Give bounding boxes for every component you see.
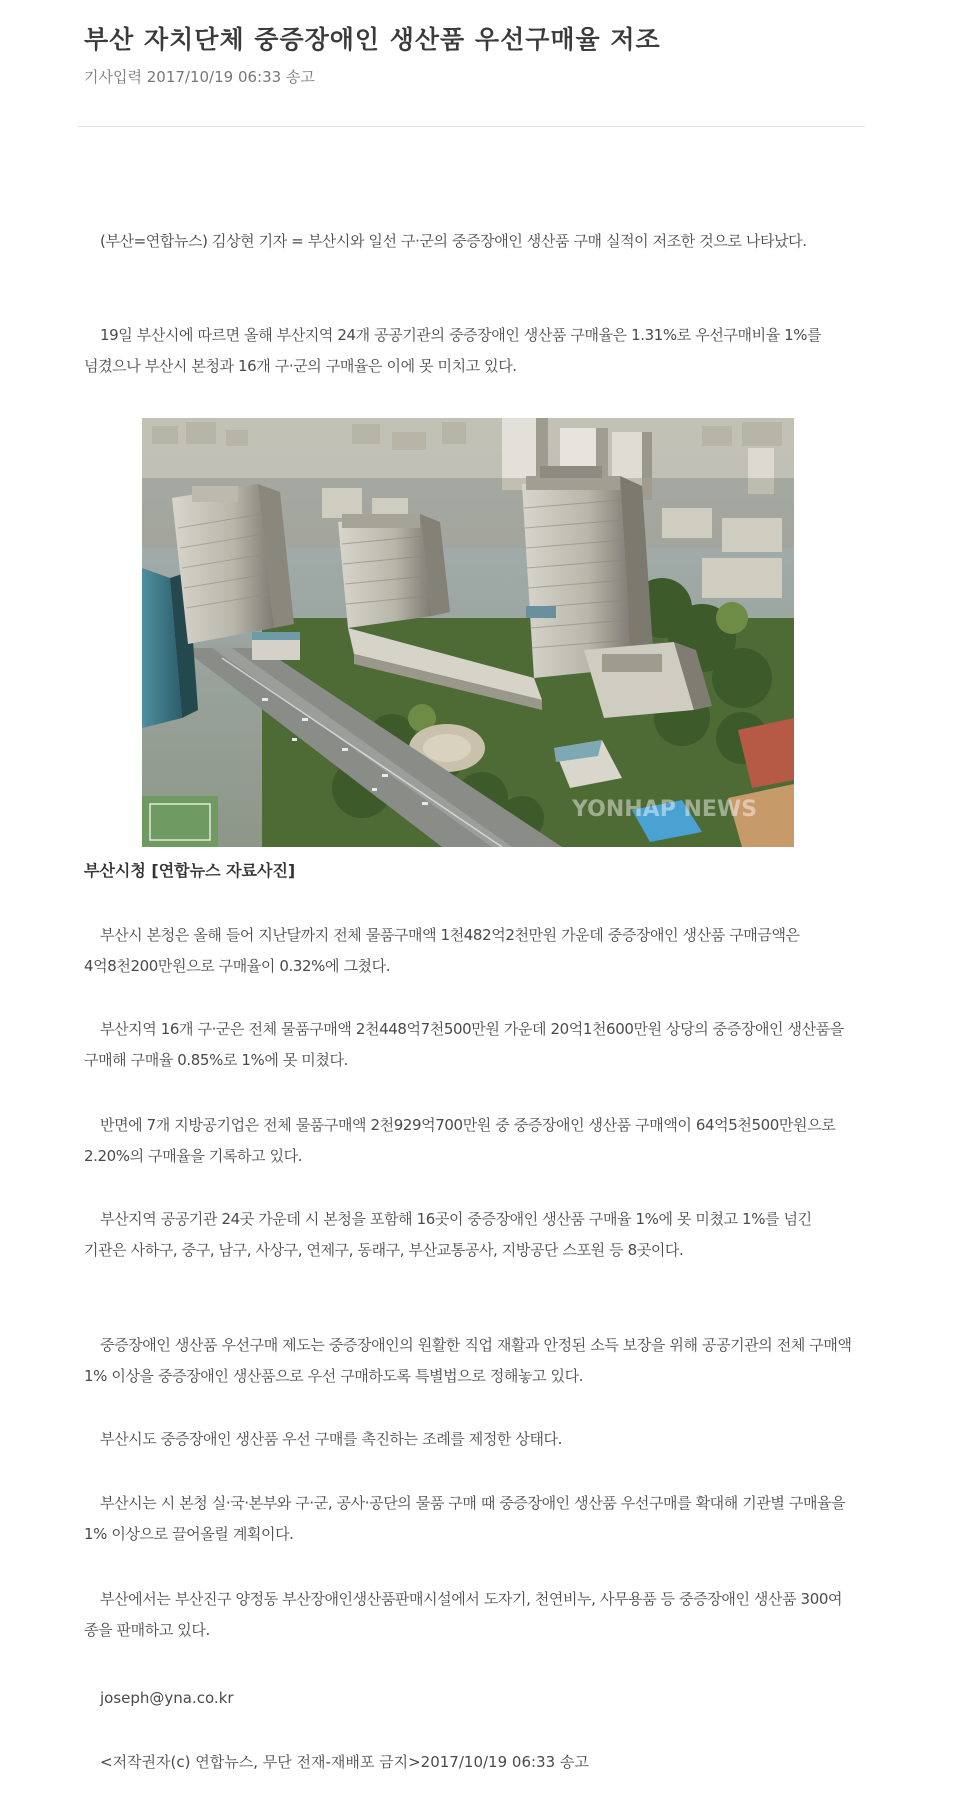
paragraph: 중증장애인 생산품 우선구매 제도는 중증장애인의 원활한 직업 재활과 안정된 소득 보장을 위해 공공기관의 전체 구매액 1% 이상을 중증장애인 생산품으로 우선 구매하도록 특별법으로 정해놓고 있다. <box>84 1336 852 1385</box>
copyright-notice: <저작권자(c) 연합뉴스, 무단 전재-재배포 금지>2017/10/19 06:33 송고 <box>100 1753 589 1771</box>
paragraph: 부산지역 16개 구·군은 전체 물품구매액 2천448억7천500만원 가운데 20억1천600만원 상당의 중증장애인 생산품을 구매해 구매율 0.85%로 1%에 못 미쳤다. <box>84 1020 844 1069</box>
paragraph: (부산=연합뉴스) 김상현 기자 = 부산시와 일선 구·군의 중증장애인 생산품 구매 실적이 저조한 것으로 나타났다. <box>100 232 807 250</box>
reporter-email[interactable]: joseph@yna.co.kr <box>100 1689 234 1707</box>
paragraph: 반면에 7개 지방공기업은 전체 물품구매액 2천929억700만원 중 중증장애인 생산품 구매액이 64억5천500만원으로 2.20%의 구매율을 기록하고 있다. <box>84 1116 836 1165</box>
paragraph: 부산에서는 부산진구 양정동 부산장애인생산품판매시설에서 도자기, 천연비누, 사무용품 등 중증장애인 생산품 300여 종을 판매하고 있다. <box>84 1590 843 1639</box>
photo-watermark: YONHAP NEWS <box>572 797 758 822</box>
paragraph: 부산시도 중증장애인 생산품 우선 구매를 촉진하는 조례를 제정한 상태다. <box>100 1430 563 1448</box>
photo-caption: 부산시청 [연합뉴스 자료사진] <box>84 861 296 880</box>
paragraph: 19일 부산시에 따르면 올해 부산지역 24개 공공기관의 중증장애인 생산품 구매율은 1.31%로 우선구매비율 1%를 넘겼으나 부산시 본청과 16개 구·군의 구매율은 이에 못 미치고 있다. <box>84 326 822 375</box>
city-hall-photo <box>142 418 794 847</box>
headline: 부산 자치단체 중증장애인 생산품 우선구매율 저조 <box>84 25 661 54</box>
dateline: 기사입력 2017/10/19 06:33 송고 <box>84 68 315 86</box>
paragraph: 부산시는 시 본청 실·국·본부와 구·군, 공사·공단의 물품 구매 때 중증장애인 생산품 우선구매를 확대해 기관별 구매율을 1% 이상으로 끌어올릴 계획이다. <box>84 1494 846 1543</box>
paragraph: 부산지역 공공기관 24곳 가운데 시 본청을 포함해 16곳이 중증장애인 생산품 구매율 1%에 못 미쳤고 1%를 넘긴 기관은 사하구, 중구, 남구, 사상구, 연제구, 동래구, 부산교통공사, 지방공단 스포원 등 8곳이다. <box>84 1210 812 1259</box>
header-divider <box>78 126 865 127</box>
paragraph: 부산시 본청은 올해 들어 지난달까지 전체 물품구매액 1천482억2천만원 가운데 중증장애인 생산품 구매금액은 4억8천200만원으로 구매율이 0.32%에 그쳤다. <box>84 926 800 975</box>
